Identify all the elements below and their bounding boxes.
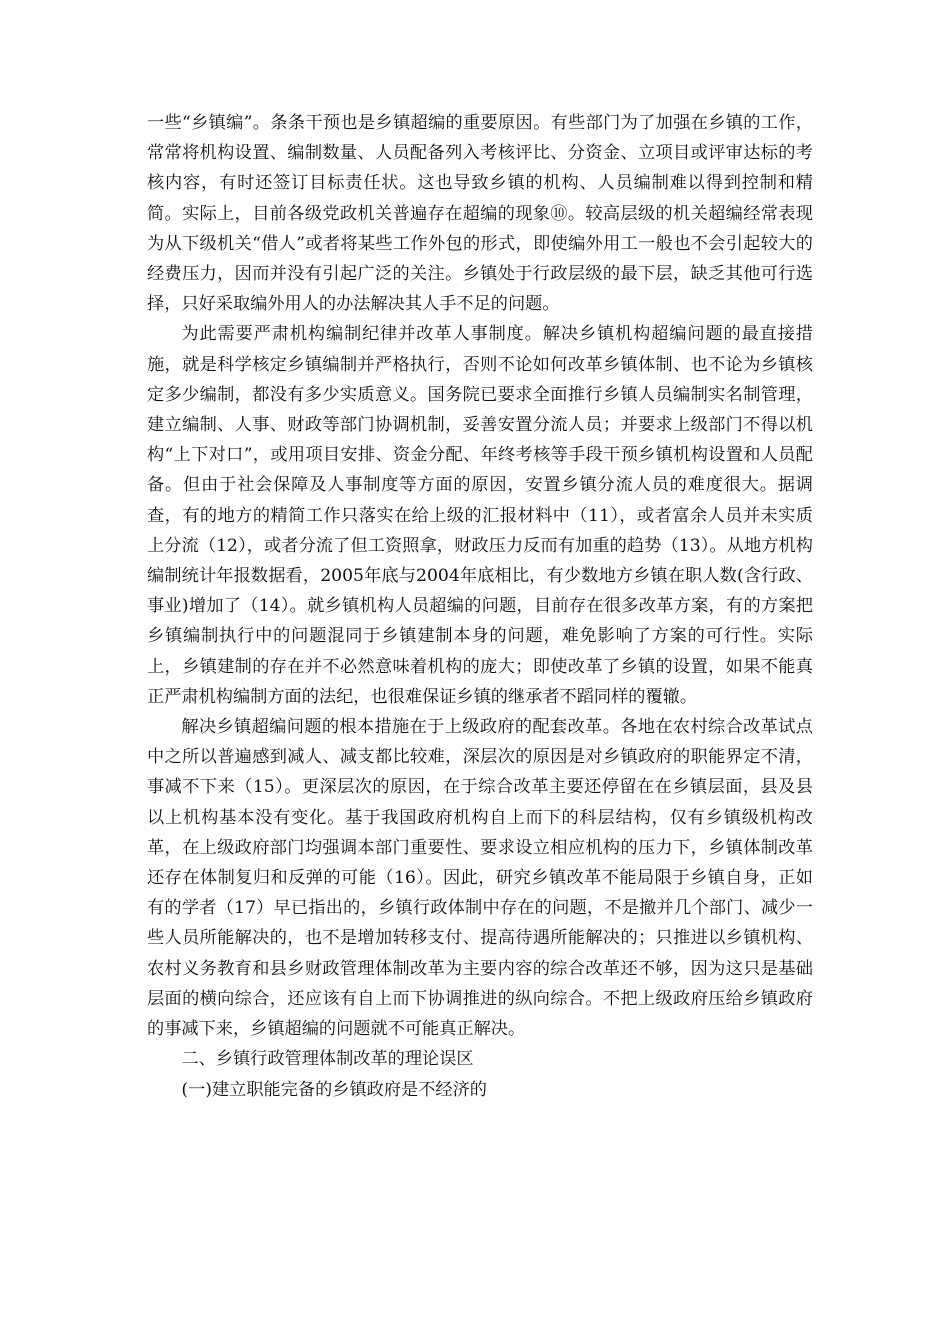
paragraph-continued: 一些“乡镇编”。条条干预也是乡镇超编的重要原因。有些部门为了加强在乡镇的工作，常常将机构设置、编制数量、人员配备列入考核评比、分资金、立项目或评审达标的考核内容，有时还签订目标责任状。这也导致乡镇的机构、人员编制难以得到控制和精简。实际上，目前各级党政机关普遍存在超编的现象⑩。较高层级的机关超编经常表现为从下级机关“借人”或者将某些工作外包的形式，即使编外用工一般也不会引起较大的经费压力，因而并没有引起广泛的关注。乡镇处于行政层级的最下层，缺乏其他可行选择，只好采取编外用人的办法解决其人手不足的问题。 (147, 113, 813, 315)
paragraph-staffing-discipline: 为此需要严肃机构编制纪律并改革人事制度。解决乡镇机构超编问题的最直接措施，就是科学核定乡镇编制并严格执行，否则不论如何改革乡镇体制、也不论为乡镇核定多少编制，都没有多少实质意义。国务院已要求全面推行乡镇人员编制实名制管理，建立编制、人事、财政等部门协调机制，妥善安置分流人员；并要求上级部门不得以机构“上下对口”，或用项目安排、资金分配、年终考核等手段干预乡镇机构设置和人员配备。但由于社会保障及人事制度等方面的原因，安置乡镇分流人员的难度很大。据调查，有的地方的精简工作只落实在给上级的汇报材料中（11），或者富余人员并未实质上分流（12），或者分流了但工资照拿，财政压力反而有加重的趋势（13）。从地方机构编制统计年报数据看，2005年底与2004年底相比，有少数地方乡镇在职人数(含行政、事业)增加了（14）。就乡镇机构人员超编的问题，目前存在很多改革方案，有的方案把乡镇编制执行中的问题混同于乡镇建制本身的问题，难免影响了方案的可行性。实际上，乡镇建制的存在并不必然意味着机构的庞大；即使改革了乡镇的设置，如果不能真正严肃机构编制方面的法纪，也很难保证乡镇的继承者不蹈同样的覆辙。 (147, 324, 813, 707)
paragraph-fundamental-measures: 解决乡镇超编问题的根本措施在于上级政府的配套改革。各地在农村综合改革试点中之所以普遍感到减人、减支都比较难，深层次的原因是对乡镇政府的职能界定不清，事减不下来（15）。更深层次的原因，在于综合改革主要还停留在在乡镇层面，县及县以上机构基本没有变化。基于我国政府机构自上而下的科层结构，仅有乡镇级机构改革，在上级政府部门均强调本部门重要性、要求设立相应机构的压力下，乡镇体制改革还存在体制复归和反弹的可能（16）。因此，研究乡镇改革不能局限于乡镇自身，正如有的学者（17）早已指出的，乡镇行政体制中存在的问题，不是撤并几个部门、减少一些人员所能解决的，也不是增加转移支付、提高待遇所能解决的；只推进以乡镇机构、农村义务教育和县乡财政管理体制改革为主要内容的综合改革还不够，因为这只是基础层面的横向综合，还应该有自上而下协调推进的纵向综合。不把上级政府压给乡镇政府的事减下来，乡镇超编的问题就不可能真正解决。 (147, 717, 813, 1040)
document-page (147, 108, 813, 1105)
subsection-heading: (一)建立职能完备的乡镇政府是不经济的 (181, 1079, 487, 1100)
section-heading: 二、乡镇行政管理体制改革的理论误区 (181, 1049, 474, 1070)
